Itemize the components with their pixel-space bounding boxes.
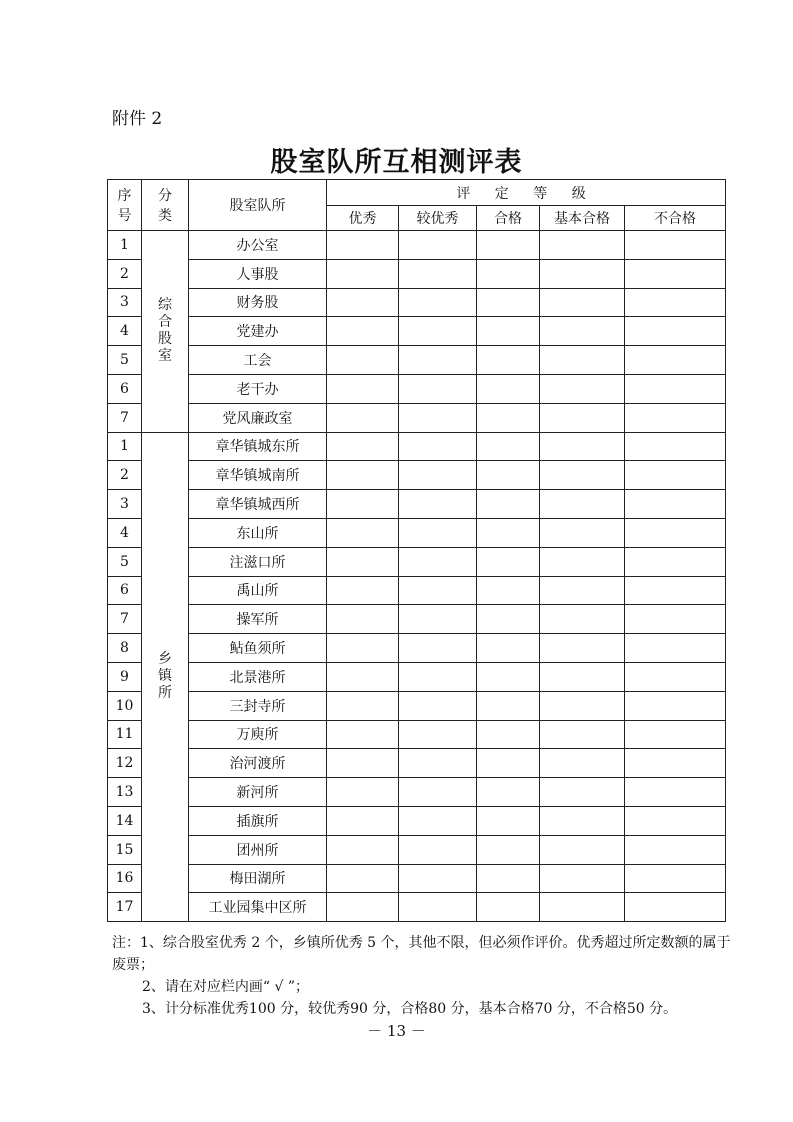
rating-cell[interactable] — [477, 259, 540, 288]
rating-cell[interactable] — [625, 288, 726, 317]
rating-cell[interactable] — [399, 346, 477, 375]
rating-cell[interactable] — [625, 231, 726, 260]
rating-cell[interactable] — [399, 403, 477, 432]
category-char: 所 — [158, 685, 172, 702]
header-category-char-1: 分 — [158, 188, 172, 204]
rating-cell[interactable] — [327, 806, 399, 835]
row-seq: 3 — [108, 490, 142, 519]
rating-cell[interactable] — [399, 518, 477, 547]
page-title: 股室队所互相测评表 — [270, 147, 523, 178]
rating-cell[interactable] — [399, 490, 477, 519]
table-row — [108, 346, 726, 375]
header-rating-basic-pass: 基本合格 — [540, 206, 625, 231]
rating-cell[interactable] — [327, 720, 399, 749]
category-cell — [142, 432, 189, 922]
rating-cell[interactable] — [477, 403, 540, 432]
row-unit-name: 办公室 — [189, 231, 327, 260]
row-unit-name: 鲇鱼须所 — [189, 634, 327, 663]
table-row — [108, 835, 726, 864]
table-row — [108, 576, 726, 605]
rating-cell[interactable] — [477, 576, 540, 605]
row-seq: 14 — [108, 806, 142, 835]
rating-cell[interactable] — [625, 749, 726, 778]
rating-cell[interactable] — [540, 576, 625, 605]
rating-cell[interactable] — [625, 893, 726, 922]
row-unit-name: 新河所 — [189, 778, 327, 807]
rating-cell[interactable] — [477, 605, 540, 634]
rating-cell[interactable] — [625, 835, 726, 864]
table-row — [108, 691, 726, 720]
note-1: 注：1、综合股室优秀 2 个，乡镇所优秀 5 个，其他不限，但必须作评价。优秀超过所定数额的属于废票； — [112, 935, 731, 973]
table-row — [108, 778, 726, 807]
rating-cell[interactable] — [477, 864, 540, 893]
category-char: 室 — [158, 348, 172, 365]
rating-cell[interactable] — [540, 518, 625, 547]
row-seq: 3 — [108, 288, 142, 317]
rating-cell[interactable] — [477, 288, 540, 317]
rating-cell[interactable] — [540, 403, 625, 432]
rating-cell[interactable] — [327, 490, 399, 519]
rating-cell[interactable] — [477, 374, 540, 403]
rating-cell[interactable] — [625, 403, 726, 432]
row-unit-name: 万庾所 — [189, 720, 327, 749]
rating-cell[interactable] — [625, 547, 726, 576]
rating-cell[interactable] — [540, 288, 625, 317]
rating-cell[interactable] — [540, 317, 625, 346]
rating-cell[interactable] — [399, 778, 477, 807]
rating-cell[interactable] — [625, 346, 726, 375]
header-rating-fail: 不合格 — [625, 206, 726, 231]
row-seq: 8 — [108, 634, 142, 663]
rating-cell[interactable] — [477, 749, 540, 778]
rating-cell[interactable] — [327, 835, 399, 864]
rating-cell[interactable] — [399, 835, 477, 864]
row-seq: 15 — [108, 835, 142, 864]
row-seq: 12 — [108, 749, 142, 778]
row-seq: 2 — [108, 259, 142, 288]
rating-cell[interactable] — [625, 691, 726, 720]
row-unit-name: 东山所 — [189, 518, 327, 547]
row-unit-name: 工会 — [189, 346, 327, 375]
rating-cell[interactable] — [399, 605, 477, 634]
rating-cell[interactable] — [625, 720, 726, 749]
row-unit-name: 章华镇城西所 — [189, 490, 327, 519]
row-unit-name: 注滋口所 — [189, 547, 327, 576]
rating-cell[interactable] — [540, 259, 625, 288]
rating-cell[interactable] — [625, 605, 726, 634]
rating-cell[interactable] — [477, 893, 540, 922]
rating-cell[interactable] — [477, 778, 540, 807]
rating-cell[interactable] — [477, 720, 540, 749]
rating-cell[interactable] — [399, 317, 477, 346]
rating-cell[interactable] — [327, 864, 399, 893]
rating-cell[interactable] — [327, 576, 399, 605]
rating-cell[interactable] — [625, 518, 726, 547]
table-row — [108, 490, 726, 519]
rating-cell[interactable] — [477, 518, 540, 547]
rating-cell[interactable] — [540, 720, 625, 749]
note-2: 2、请在对应栏内画“ √ ”； — [142, 979, 310, 995]
rating-cell[interactable] — [540, 749, 625, 778]
table-row — [108, 864, 726, 893]
row-unit-name: 禹山所 — [189, 576, 327, 605]
header-seq — [108, 180, 142, 231]
header-rating-pass: 合格 — [477, 206, 540, 231]
row-unit-name: 章华镇城南所 — [189, 461, 327, 490]
row-unit-name: 财务股 — [189, 288, 327, 317]
rating-cell[interactable] — [327, 231, 399, 260]
notes — [112, 932, 732, 1020]
header-unit: 股室队所 — [189, 180, 327, 231]
header-rating-excellent: 优秀 — [327, 206, 399, 231]
note-3: 3、计分标准优秀100 分，较优秀90 分，合格80 分，基本合格70 分，不合格50 分。 — [142, 1001, 678, 1017]
rating-cell[interactable] — [477, 634, 540, 663]
rating-cell[interactable] — [399, 634, 477, 663]
rating-cell[interactable] — [540, 806, 625, 835]
category-char: 乡 — [158, 651, 172, 668]
rating-cell[interactable] — [327, 778, 399, 807]
rating-cell[interactable] — [540, 461, 625, 490]
rating-cell[interactable] — [540, 231, 625, 260]
rating-cell[interactable] — [477, 691, 540, 720]
row-unit-name: 梅田湖所 — [189, 864, 327, 893]
table-row — [108, 432, 726, 461]
table-row — [108, 374, 726, 403]
rating-cell[interactable] — [399, 288, 477, 317]
row-unit-name: 插旗所 — [189, 806, 327, 835]
row-seq: 4 — [108, 518, 142, 547]
table-row — [108, 461, 726, 490]
rating-cell[interactable] — [327, 461, 399, 490]
row-unit-name: 北景港所 — [189, 662, 327, 691]
rating-cell[interactable] — [399, 461, 477, 490]
rating-cell[interactable] — [540, 605, 625, 634]
rating-cell[interactable] — [625, 374, 726, 403]
row-seq: 1 — [108, 432, 142, 461]
rating-cell[interactable] — [399, 432, 477, 461]
rating-cell[interactable] — [399, 749, 477, 778]
rating-cell[interactable] — [625, 432, 726, 461]
rating-cell[interactable] — [399, 893, 477, 922]
rating-cell[interactable] — [399, 576, 477, 605]
rating-cell[interactable] — [625, 864, 726, 893]
header-category — [142, 180, 189, 231]
rating-cell[interactable] — [540, 835, 625, 864]
rating-cell[interactable] — [625, 461, 726, 490]
row-seq: 6 — [108, 374, 142, 403]
rating-cell[interactable] — [477, 490, 540, 519]
row-seq: 1 — [108, 231, 142, 260]
header-seq-char-2: 号 — [117, 208, 132, 224]
rating-cell[interactable] — [327, 634, 399, 663]
category-char: 镇 — [158, 668, 172, 685]
rating-cell[interactable] — [327, 259, 399, 288]
evaluation-table — [107, 179, 726, 922]
rating-cell[interactable] — [540, 893, 625, 922]
rating-cell[interactable] — [399, 662, 477, 691]
row-unit-name: 操军所 — [189, 605, 327, 634]
rating-cell[interactable] — [477, 461, 540, 490]
rating-cell[interactable] — [625, 634, 726, 663]
rating-cell[interactable] — [477, 547, 540, 576]
rating-cell[interactable] — [327, 403, 399, 432]
rating-cell[interactable] — [399, 547, 477, 576]
row-seq: 6 — [108, 576, 142, 605]
row-seq: 2 — [108, 461, 142, 490]
rating-cell[interactable] — [327, 518, 399, 547]
rating-cell[interactable] — [625, 806, 726, 835]
row-seq: 17 — [108, 893, 142, 922]
table-row — [108, 720, 726, 749]
header-category-char-2: 类 — [158, 208, 172, 224]
rating-cell[interactable] — [327, 691, 399, 720]
header-rating-group-label: 评 定 等 级 — [456, 185, 596, 202]
category-cell — [142, 231, 189, 433]
row-seq: 7 — [108, 605, 142, 634]
rating-cell[interactable] — [327, 605, 399, 634]
rating-cell[interactable] — [327, 749, 399, 778]
row-seq: 9 — [108, 662, 142, 691]
row-unit-name: 老干办 — [189, 374, 327, 403]
header-rating-group — [327, 180, 726, 206]
category-char: 合 — [158, 314, 172, 331]
table-row — [108, 403, 726, 432]
table-row — [108, 547, 726, 576]
category-char: 综 — [158, 297, 172, 314]
rating-cell[interactable] — [477, 317, 540, 346]
rating-cell[interactable] — [399, 691, 477, 720]
row-seq: 4 — [108, 317, 142, 346]
rating-cell[interactable] — [540, 490, 625, 519]
rating-cell[interactable] — [625, 317, 726, 346]
row-unit-name: 人事股 — [189, 259, 327, 288]
rating-cell[interactable] — [477, 662, 540, 691]
table-row — [108, 317, 726, 346]
table-row — [108, 749, 726, 778]
rating-cell[interactable] — [477, 806, 540, 835]
row-unit-name: 治河渡所 — [189, 749, 327, 778]
rating-cell[interactable] — [477, 346, 540, 375]
rating-cell[interactable] — [399, 231, 477, 260]
row-seq: 10 — [108, 691, 142, 720]
attachment-label: 附件 2 — [112, 109, 163, 129]
rating-cell[interactable] — [399, 374, 477, 403]
rating-cell[interactable] — [540, 864, 625, 893]
row-unit-name: 党风廉政室 — [189, 403, 327, 432]
rating-cell[interactable] — [625, 259, 726, 288]
row-unit-name: 团州所 — [189, 835, 327, 864]
table-row — [108, 634, 726, 663]
table-row — [108, 231, 726, 260]
row-unit-name: 工业园集中区所 — [189, 893, 327, 922]
rating-cell[interactable] — [477, 231, 540, 260]
rating-cell[interactable] — [327, 288, 399, 317]
header-seq-char-1: 序 — [117, 188, 132, 204]
rating-cell[interactable] — [327, 547, 399, 576]
row-seq: 7 — [108, 403, 142, 432]
row-seq: 5 — [108, 346, 142, 375]
rating-cell[interactable] — [540, 374, 625, 403]
category-char: 股 — [158, 331, 172, 348]
rating-cell[interactable] — [625, 490, 726, 519]
rating-cell[interactable] — [540, 346, 625, 375]
page-number: － 13 － — [367, 1022, 426, 1040]
rating-cell[interactable] — [399, 864, 477, 893]
rating-cell[interactable] — [540, 432, 625, 461]
rating-cell[interactable] — [327, 346, 399, 375]
row-unit-name: 党建办 — [189, 317, 327, 346]
table-row — [108, 259, 726, 288]
row-seq: 5 — [108, 547, 142, 576]
header-rating-good: 较优秀 — [399, 206, 477, 231]
table-row — [108, 662, 726, 691]
rating-cell[interactable] — [625, 662, 726, 691]
rating-cell[interactable] — [477, 432, 540, 461]
rating-cell[interactable] — [399, 259, 477, 288]
rating-cell[interactable] — [540, 778, 625, 807]
row-seq: 11 — [108, 720, 142, 749]
rating-cell[interactable] — [625, 576, 726, 605]
row-unit-name: 章华镇城东所 — [189, 432, 327, 461]
rating-cell[interactable] — [327, 893, 399, 922]
rating-cell[interactable] — [399, 806, 477, 835]
row-seq: 16 — [108, 864, 142, 893]
rating-cell[interactable] — [477, 835, 540, 864]
rating-cell[interactable] — [327, 432, 399, 461]
table-row — [108, 605, 726, 634]
row-unit-name: 三封寺所 — [189, 691, 327, 720]
row-seq: 13 — [108, 778, 142, 807]
rating-cell[interactable] — [327, 374, 399, 403]
table-row — [108, 893, 726, 922]
rating-cell[interactable] — [540, 662, 625, 691]
rating-cell[interactable] — [625, 778, 726, 807]
table-row — [108, 806, 726, 835]
rating-cell[interactable] — [540, 691, 625, 720]
rating-cell[interactable] — [399, 720, 477, 749]
rating-cell[interactable] — [540, 634, 625, 663]
table-row — [108, 288, 726, 317]
rating-cell[interactable] — [540, 547, 625, 576]
table-row — [108, 518, 726, 547]
rating-cell[interactable] — [327, 662, 399, 691]
rating-cell[interactable] — [327, 317, 399, 346]
